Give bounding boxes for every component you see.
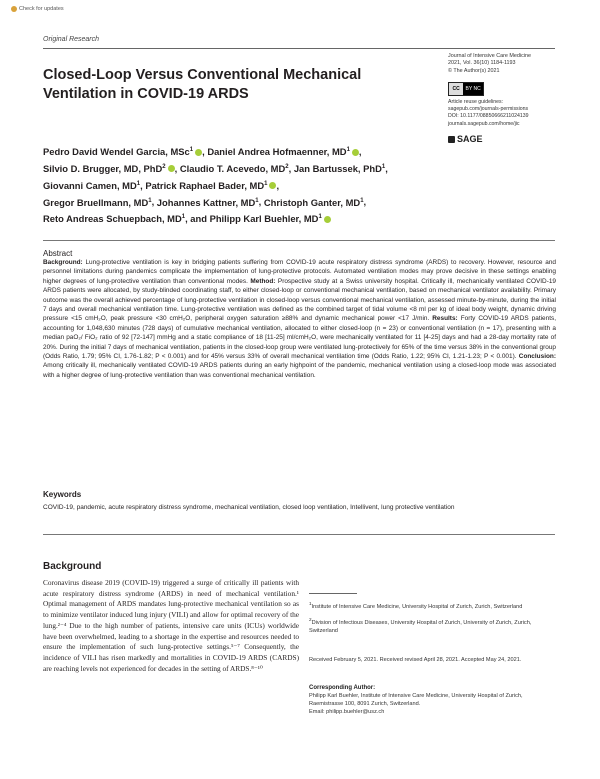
author-name: Daniel Andrea Hofmaenner, MD xyxy=(207,146,347,158)
author-affiliation: 1 xyxy=(381,163,386,170)
footnote-divider xyxy=(309,593,357,594)
method-label: Method: xyxy=(250,277,276,285)
author-affiliation: 1 xyxy=(148,197,152,204)
cc-icon: CC xyxy=(449,83,463,95)
author-separator: , xyxy=(151,196,157,208)
author-separator: , xyxy=(363,196,367,208)
author xyxy=(210,213,331,224)
author xyxy=(157,197,259,208)
author-separator: , xyxy=(202,146,208,158)
author-affiliation: 1 xyxy=(181,214,186,221)
author-name: Jan Bartussek, PhD xyxy=(293,162,382,174)
orcid-icon[interactable] xyxy=(352,149,359,156)
author xyxy=(294,163,385,174)
publisher-name: SAGE xyxy=(457,134,483,144)
affiliation-text: Division of Infectious Diseases, University Hospital of Zurich, University of Zurich, Zurich, Switzerland xyxy=(309,620,532,634)
author xyxy=(43,146,202,157)
author-affiliation: 1 xyxy=(318,214,322,221)
author xyxy=(43,213,185,224)
background-paragraph: Coronavirus disease 2019 (COVID-19) triggered a surge of critically ill patients with acute respiratory distress syndrome (ARDS) in need of mechanical ventilation.¹ Optimal management of ARDS mandates lung-protective mechanical ventilation so as to minimize ventilator induced lung injury (VILI) and allow for optimal recovery of the lung.²⁻⁴ Due to the high number of patients, intensive care units (ICUs) worldwide have been overwhelmed, leading to a shortage in the expertise and resources needed to ensure the implementation of such lung-protective settings.⁵⁻⁷ Consequently, the incidence of VILI has risen markedly and mortalities in COVID-19 ARDS (CARDS) are reaching levels not experienced for decades in the setting of ARDS.⁸⁻¹⁰ xyxy=(43,578,299,673)
author-affiliation: 1 xyxy=(255,197,259,204)
corresponding-email-line xyxy=(309,709,557,717)
corresponding-address: Philipp Karl Buehler, Institute of Intensive Care Medicine, University Hospital of Zurich, Raemistrasse 100, 8091 Zurich, Switzerland. xyxy=(309,693,523,707)
abstract-body xyxy=(43,258,556,380)
author-name: Giovanni Camen, MD xyxy=(43,179,137,191)
author-affiliation: 1 xyxy=(189,147,194,153)
author-name: Patrick Raphael Bader, MD xyxy=(145,179,265,191)
author-name: Gregor Bruellmann, MD xyxy=(43,196,149,208)
journal-volume: 2021, Vol. 36(10) 1184-1193 xyxy=(448,60,516,67)
permissions-link[interactable]: sagepub.com/journals-permissions xyxy=(448,106,529,113)
affiliations xyxy=(309,600,557,641)
keywords-text: COVID-19, pandemic, acute respiratory distress syndrome, mechanical ventilation, closed loop ventilation, Intellivent, lung protective ventilation xyxy=(43,504,455,511)
author-name: Christoph Ganter, MD xyxy=(263,196,361,208)
author-separator: , xyxy=(276,179,280,191)
affiliation-number: 1 xyxy=(309,601,312,606)
conclusion-label: Conclusion: xyxy=(518,353,556,361)
author-separator: , xyxy=(140,179,146,191)
doi[interactable]: DOI: 10.1177/08850666211024139 xyxy=(448,113,529,120)
author-affiliation: 1 xyxy=(360,197,364,204)
author-name: Johannes Kattner, MD xyxy=(156,196,256,208)
abstract-heading: Abstract xyxy=(43,249,73,258)
author-separator: , and xyxy=(185,213,210,225)
author-affiliation: 2 xyxy=(285,163,289,170)
by-nc-label: BY NC xyxy=(463,83,483,95)
author-name: Philipp Karl Buehler, MD xyxy=(209,213,319,225)
corresponding-author xyxy=(309,693,557,716)
updates-label: Check for updates xyxy=(19,6,64,12)
author-name: Pedro David Wendel Garcia, MSc xyxy=(43,146,190,158)
author xyxy=(43,197,152,208)
method-text: Prospective study at a Swiss university hospital. Critically ill, mechanically ventilated COVID-19 ARDS patients were allocated, by study-blinded coordinating staff, to either closed-loop or conventional mechanical ventilation, based on mechanical ventilator availability. Primary outcome was the overall achieved percentage of lung-protective ventilation in closed-loop versus conventional mechanical ventilation, assessed minute-by-minute, during the initial 7 days and overall mechanical ventilation time. Lung-protective ventilation was defined as the combined target of tidal volume <8 ml per kg of ideal body weight, dynamic driving pressure <15 cmH₂O, peak pressure <30 cmH₂O, peripheral oxygen saturation ≥88% and dynamic mechanical power <17 J/min. xyxy=(43,277,556,323)
author-separator: , xyxy=(258,196,264,208)
journal-home-link[interactable]: journals.sagepub.com/home/jic xyxy=(448,120,520,127)
results-label: Results: xyxy=(432,315,458,323)
orcid-icon[interactable] xyxy=(324,216,331,223)
email-label: Email: xyxy=(309,708,325,715)
article-type: Original Research xyxy=(43,36,100,43)
author-affiliation: 1 xyxy=(264,180,268,187)
abstract-divider xyxy=(43,240,555,241)
orcid-icon[interactable] xyxy=(168,165,175,172)
reuse-label: Article reuse guidelines: xyxy=(448,99,504,105)
author-separator: , xyxy=(174,162,180,174)
check-for-updates-badge[interactable] xyxy=(11,6,64,12)
author xyxy=(43,163,175,174)
email-link[interactable]: philipp.buehler@usz.ch xyxy=(326,708,385,715)
affiliation-number: 2 xyxy=(309,617,312,623)
copyright: © The Author(s) 2021 xyxy=(448,67,500,74)
author-affiliation: 1 xyxy=(346,147,350,153)
author-affiliation: 1 xyxy=(136,180,141,187)
author-name: Reto Andreas Schuepbach, MD xyxy=(43,213,182,225)
reuse-info xyxy=(448,99,560,128)
journal-name: Journal of Intensive Care Medicine xyxy=(448,53,531,59)
corresponding-heading: Corresponding Author: xyxy=(309,685,376,691)
header-divider xyxy=(43,48,555,49)
author xyxy=(180,163,289,174)
author-name: Silvio D. Brugger, MD, PhD xyxy=(43,162,163,174)
author-separator: , xyxy=(358,146,362,158)
sage-logo-icon xyxy=(448,136,455,143)
updates-icon xyxy=(11,6,17,12)
background-label: Background: xyxy=(43,259,83,266)
keywords-divider xyxy=(43,534,555,535)
affiliation-1 xyxy=(309,600,557,611)
conclusion-text: Among critically ill, mechanically ventilated COVID-19 ARDS patients during an early highpoint of the pandemic, mechanical ventilation using a closed-loop mode was associated with a higher degree of lung-protective ventilation than was conventional mechanical ventilation. xyxy=(43,362,556,379)
license-badge[interactable] xyxy=(448,82,484,96)
keywords-heading: Keywords xyxy=(43,490,82,499)
affiliation-text: Institute of Intensive Care Medicine, University Hospital of Zurich, Zurich, Switzerland xyxy=(311,603,523,610)
author-name: Claudio T. Acevedo, MD xyxy=(179,162,286,174)
author xyxy=(43,180,140,191)
affiliation-2 xyxy=(309,616,557,635)
author-separator: , xyxy=(385,162,388,174)
author-list xyxy=(43,143,543,227)
results-text: Forty COVID-19 ARDS patients, accounting for 1,048,630 minutes (728 days) of cumulative mechanical ventilation, allocated to either closed-loop (n = 23) or conventional ventilation (n = 17), presenting with a median paO₂/ FiO₂ ratio of 92 [72-147] mmHg and a static compliance of 18 [11-25] ml/cmH₂O, were mechanically ventilated for 11 [4-25] days and had a 28-day mortality rate of 20%. During the initial 7 days of mechanical ventilation, patients in the closed-loop group were ventilated lung-protectively for 65% of the time versus 38% in the conventional group (Odds Ratio, 1.79; 95% CI, 1.76-1.82; P < 0.001) and for 45% versus 33% of overall mechanical ventilation time (Odds Ratio, 1.22; 95% CI, 1.21-1.23; P < 0.001). xyxy=(43,315,557,361)
journal-info xyxy=(448,53,558,75)
author xyxy=(207,146,359,157)
background-text: Lung-protective ventilation is key in bridging patients suffering from COVID-19 acute respiratory distress syndrome (ARDS) to recovery. However, resource and personnel limitations during pandemics complicate the implementation of lung-protective protocols. Automated ventilation modes may prove decisive in these settings enabling higher degrees of lung-protective ventilation than conventional modes. xyxy=(43,259,556,285)
background-heading: Background xyxy=(43,561,102,572)
author xyxy=(264,197,364,208)
received-dates: Received February 5, 2021. Received revised April 28, 2021. Accepted May 24, 2021. xyxy=(309,657,522,663)
author-affiliation: 2 xyxy=(162,163,166,170)
author-separator: , xyxy=(288,162,294,174)
article-title: Closed-Loop Versus Conventional Mechanical Ventilation in COVID-19 ARDS xyxy=(43,67,362,102)
author xyxy=(145,180,276,191)
